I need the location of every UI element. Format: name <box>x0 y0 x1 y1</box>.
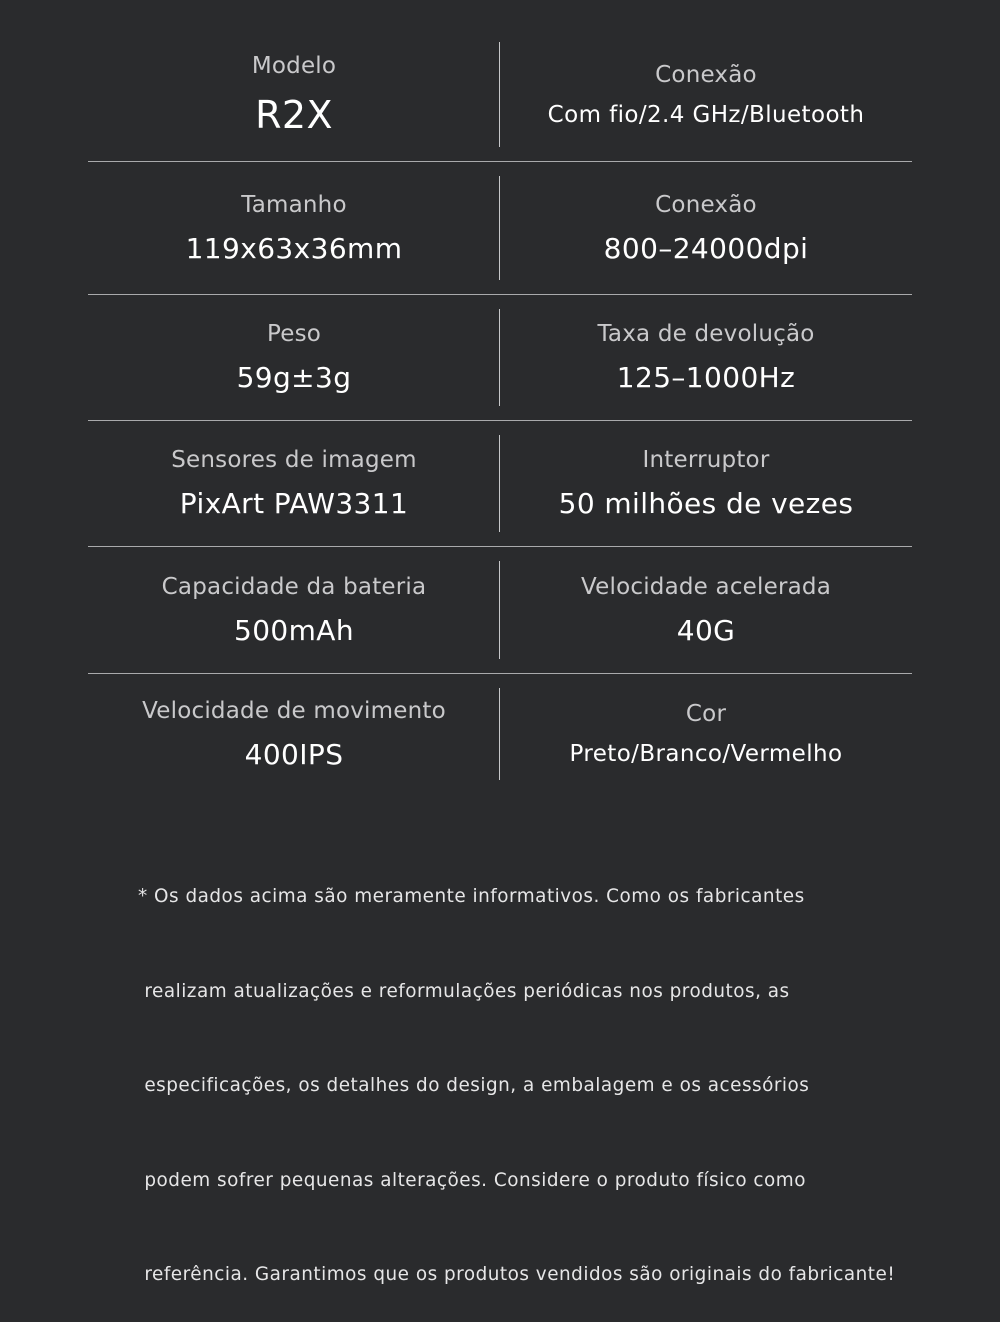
spec-label: Tamanho <box>241 191 347 218</box>
column-divider <box>499 435 500 532</box>
spec-table <box>88 28 912 794</box>
spec-cell-acceleration <box>500 547 912 673</box>
spec-value: Com fio/2.4 GHz/Bluetooth <box>547 101 865 128</box>
spec-label: Modelo <box>251 52 337 79</box>
disclaimer-line: especificações, os detalhes do design, a embalagem e os acessórios <box>138 1075 810 1096</box>
spec-value: 500mAh <box>233 613 355 647</box>
spec-value: R2X <box>255 92 333 137</box>
spec-value: 50 milhões de vezes <box>558 487 854 520</box>
spec-cell-connection <box>500 28 912 161</box>
spec-cell-model <box>88 28 500 161</box>
spec-cell-sensor <box>88 421 500 546</box>
spec-cell-switch <box>500 421 912 546</box>
spec-value: Preto/Branco/Vermelho <box>569 741 843 767</box>
disclaimer-line: * Os dados acima são meramente informativos. Como os fabricantes <box>138 886 805 907</box>
spec-value: 400IPS <box>244 737 344 771</box>
column-divider <box>499 688 500 780</box>
spec-value: 800–24000dpi <box>603 231 809 265</box>
spec-label: Sensores de imagem <box>171 447 417 473</box>
spec-label: Peso <box>266 321 322 347</box>
spec-value: 119x63x36mm <box>185 231 403 265</box>
spec-label: Conexão <box>655 191 757 218</box>
spec-row-speed <box>88 674 912 794</box>
spec-row-model <box>88 28 912 162</box>
spec-label: Cor <box>685 701 727 727</box>
column-divider <box>499 309 500 406</box>
spec-value: 59g±3g <box>236 361 352 394</box>
spec-row-battery <box>88 547 912 674</box>
disclaimer-line: referência. Garantimos que os produtos vendidos são originais do fabricante! <box>138 1264 896 1285</box>
spec-label: Conexão <box>655 61 757 88</box>
spec-row-size <box>88 162 912 295</box>
spec-cell-battery <box>88 547 500 673</box>
spec-cell-color <box>500 674 912 794</box>
spec-label: Taxa de devolução <box>597 321 815 347</box>
spec-cell-dpi <box>500 162 912 294</box>
disclaimer-line: realizam atualizações e reformulações periódicas nos produtos, as <box>138 980 790 1002</box>
spec-cell-tracking-speed <box>88 674 500 794</box>
column-divider <box>499 176 500 280</box>
spec-value: 125–1000Hz <box>616 361 796 394</box>
spec-cell-polling-rate <box>500 295 912 420</box>
disclaimer-line: podem sofrer pequenas alterações. Considere o produto físico como <box>138 1169 806 1191</box>
disclaimer-text <box>138 818 898 1322</box>
spec-value: 40G <box>676 613 736 647</box>
column-divider <box>499 561 500 659</box>
spec-row-weight <box>88 295 912 421</box>
spec-row-sensor <box>88 421 912 547</box>
column-divider <box>499 42 500 147</box>
spec-label: Interruptor <box>642 447 770 473</box>
spec-cell-weight <box>88 295 500 420</box>
spec-label: Velocidade acelerada <box>580 573 832 600</box>
spec-label: Capacidade da bateria <box>161 573 427 600</box>
spec-value: PixArt PAW3311 <box>179 487 409 520</box>
spec-cell-size <box>88 162 500 294</box>
spec-label: Velocidade de movimento <box>142 697 446 724</box>
